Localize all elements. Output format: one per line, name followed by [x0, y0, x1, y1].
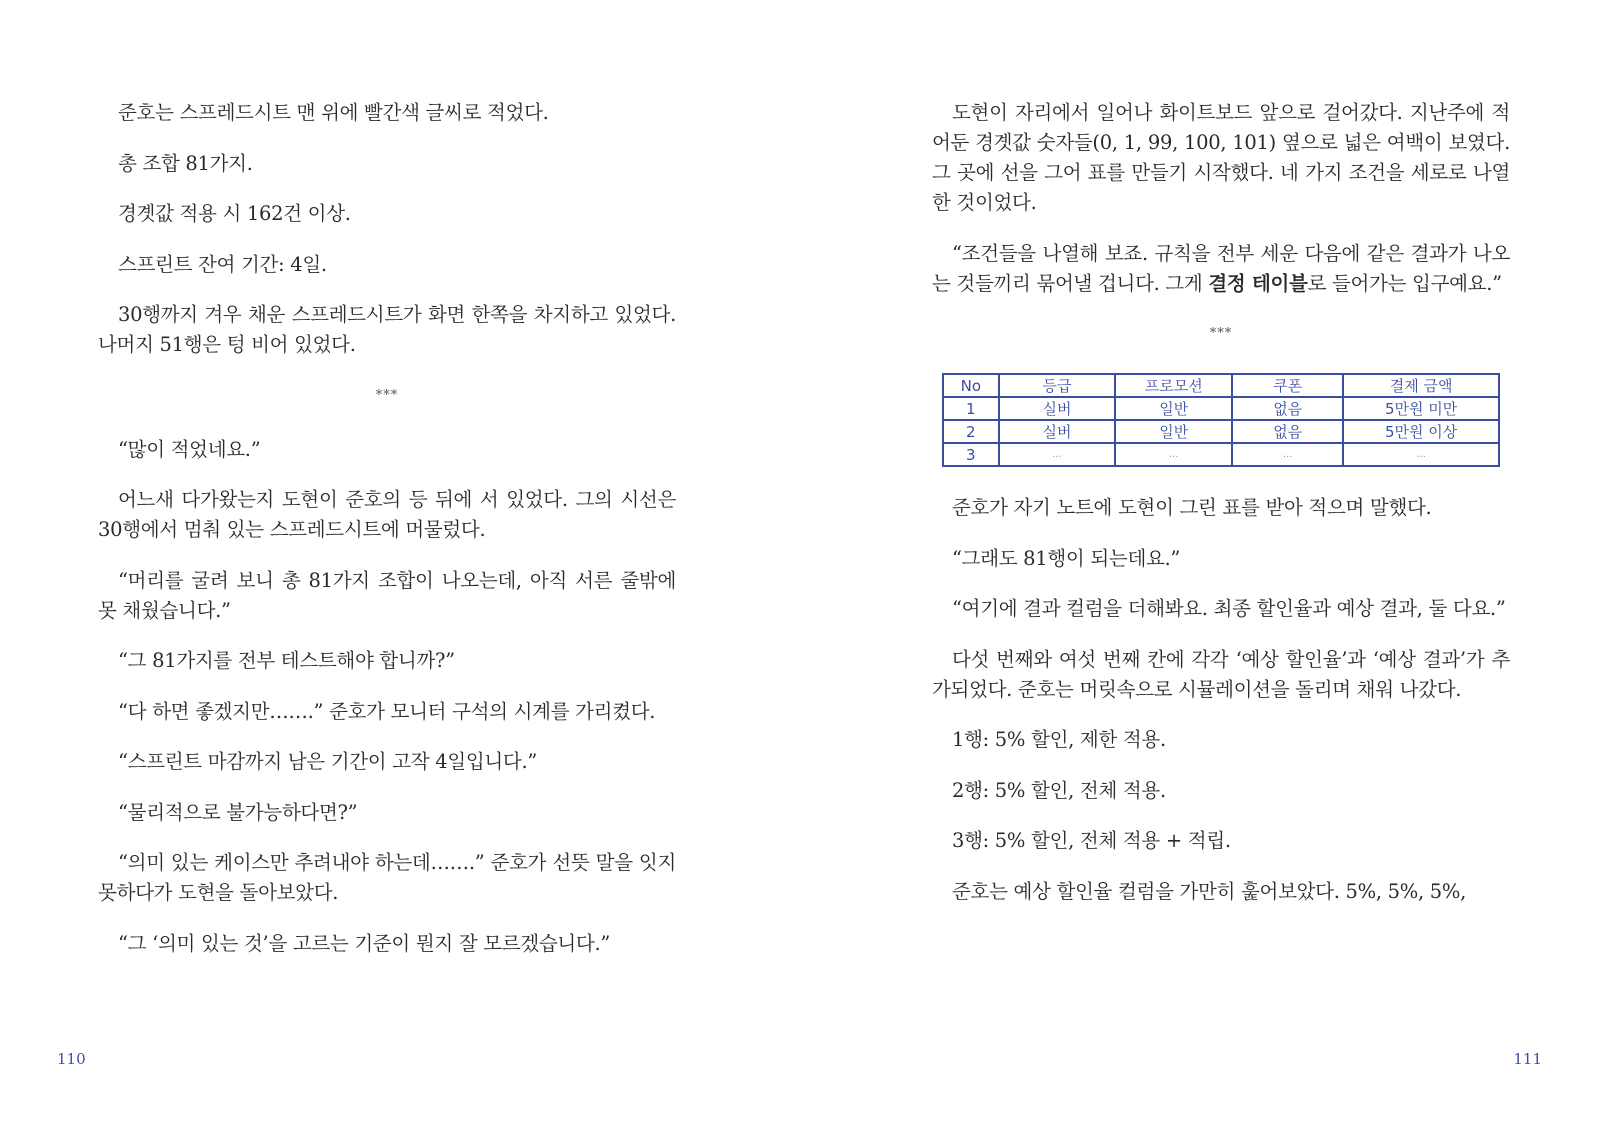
table-cell: 일반 [1115, 397, 1232, 420]
paragraph: 준호가 자기 노트에 도현이 그린 표를 받아 적으며 말했다. [952, 496, 1432, 519]
paragraph: “물리적으로 불가능하다면?” [118, 800, 358, 824]
page-number: 110 [57, 1050, 86, 1068]
paragraph: 다섯 번째와 여섯 번째 칸에 각각 ‘예상 할인율’과 ‘예상 결과’가 추가되었다. 준호는 머릿속으로 시뮬레이션을 돌리며 채워 나갔다. [932, 647, 1510, 701]
paragraph: “그 ‘의미 있는 것’을 고르는 기준이 뭔지 잘 모르겠습니다.” [118, 931, 611, 955]
paragraph: 준호는 스프레드시트 맨 위에 빨간색 글씨로 적었다. [118, 101, 549, 124]
left-page-text [98, 98, 676, 979]
table-cell: 5만원 이상 [1343, 420, 1499, 443]
paragraph: “스프린트 마감까지 남은 기간이 고작 4일입니다.” [118, 750, 538, 773]
table-cell: 없음 [1232, 397, 1343, 420]
paragraph: “다 하면 좋겠지만…….” 준호가 모니터 구석의 시계를 가리켰다. [118, 699, 656, 723]
paragraph: 어느새 다가왔는지 도현이 준호의 등 뒤에 서 있었다. 그의 시선은 30행에서 멈춰 있는 스프레드시트에 머물렀다. [98, 488, 676, 541]
paragraph: “의미 있는 케이스만 추려내야 하는데…….” 준호가 선뜻 말을 잇지 못하다가 도현을 돌아보았다. [98, 851, 676, 904]
table-header: 쿠폰 [1232, 374, 1343, 397]
paragraph: 준호는 예상 할인율 컬럼을 가만히 훑어보았다. 5%, 5%, 5%, [952, 879, 1466, 903]
right-page-text [932, 98, 1510, 927]
paragraph: “그 81가지를 전부 테스트해야 합니까?” [118, 649, 455, 672]
left-page [0, 0, 790, 1127]
table-header: 결제 금액 [1343, 374, 1499, 397]
table-cell: 일반 [1115, 420, 1232, 443]
quote-text: “조건들을 나열해 보죠. 규칙을 전부 세운 다음에 같은 결과가 나오는 것들끼리 묶어낼 겁니다. 그게 [932, 241, 1510, 295]
table-cell: ... [999, 443, 1116, 466]
table-cell: ... [1232, 443, 1343, 466]
table-cell: 없음 [1232, 420, 1343, 443]
scene-separator: *** [375, 387, 399, 403]
table-cell: 실버 [999, 420, 1116, 443]
bold-term: 결정 테이블 [1208, 271, 1308, 295]
paragraph: 1행: 5% 할인, 제한 적용. [952, 728, 1166, 751]
paragraph: 스프린트 잔여 기간: 4일. [118, 252, 327, 276]
paragraph: “머리를 굴려 보니 총 81가지 조합이 나오는데, 아직 서른 줄밖에 못 채웠습니다.” [98, 568, 676, 622]
table-cell: ... [1115, 443, 1232, 466]
table-row [943, 397, 1499, 420]
table-header-row [943, 374, 1499, 397]
paragraph: “여기에 결과 컬럼을 더해봐요. 최종 할인율과 예상 결과, 둘 다요.” [952, 597, 1506, 620]
decision-table [942, 373, 1500, 467]
right-page [800, 0, 1600, 1127]
page-number: 111 [1513, 1050, 1542, 1068]
paragraph: 총 조합 81가지. [118, 151, 253, 175]
quote-paragraph [932, 239, 1510, 299]
paragraph: 2행: 5% 할인, 전체 적용. [952, 778, 1166, 802]
scene-separator: *** [1209, 326, 1233, 341]
table-row [943, 443, 1499, 466]
table-cell: 5만원 미만 [1343, 397, 1499, 420]
table-cell: ... [1343, 443, 1499, 466]
paragraph: 3행: 5% 할인, 전체 적용 + 적립. [952, 829, 1231, 852]
table-row [943, 420, 1499, 443]
table-cell: 3 [943, 443, 999, 466]
table-header: No [943, 374, 999, 397]
table-header: 프로모션 [1115, 374, 1232, 397]
paragraph: 경곗값 적용 시 162건 이상. [118, 202, 351, 225]
table-cell: 2 [943, 420, 999, 443]
table-cell: 1 [943, 397, 999, 420]
paragraph: 도현이 자리에서 일어나 화이트보드 앞으로 걸어갔다. 지난주에 적어둔 경곗값 숫자들(0, 1, 99, 100, 101) 옆으로 넓은 여백이 보였다. 그 곳에 선을 그어 표를 만들기 시작했다. 네 가지 조건을 세로로 나열한 것이었다. [932, 101, 1510, 214]
quote-text: 로 들어가는 입구예요.” [1307, 271, 1502, 295]
paragraph: “많이 적었네요.” [118, 437, 261, 461]
table-header: 등급 [999, 374, 1116, 397]
paragraph: “그래도 81행이 되는데요.” [952, 546, 1181, 570]
table-cell: 실버 [999, 397, 1116, 420]
paragraph: 30행까지 겨우 채운 스프레드시트가 화면 한쪽을 차지하고 있었다. 나머지 51행은 텅 비어 있었다. [98, 303, 676, 356]
